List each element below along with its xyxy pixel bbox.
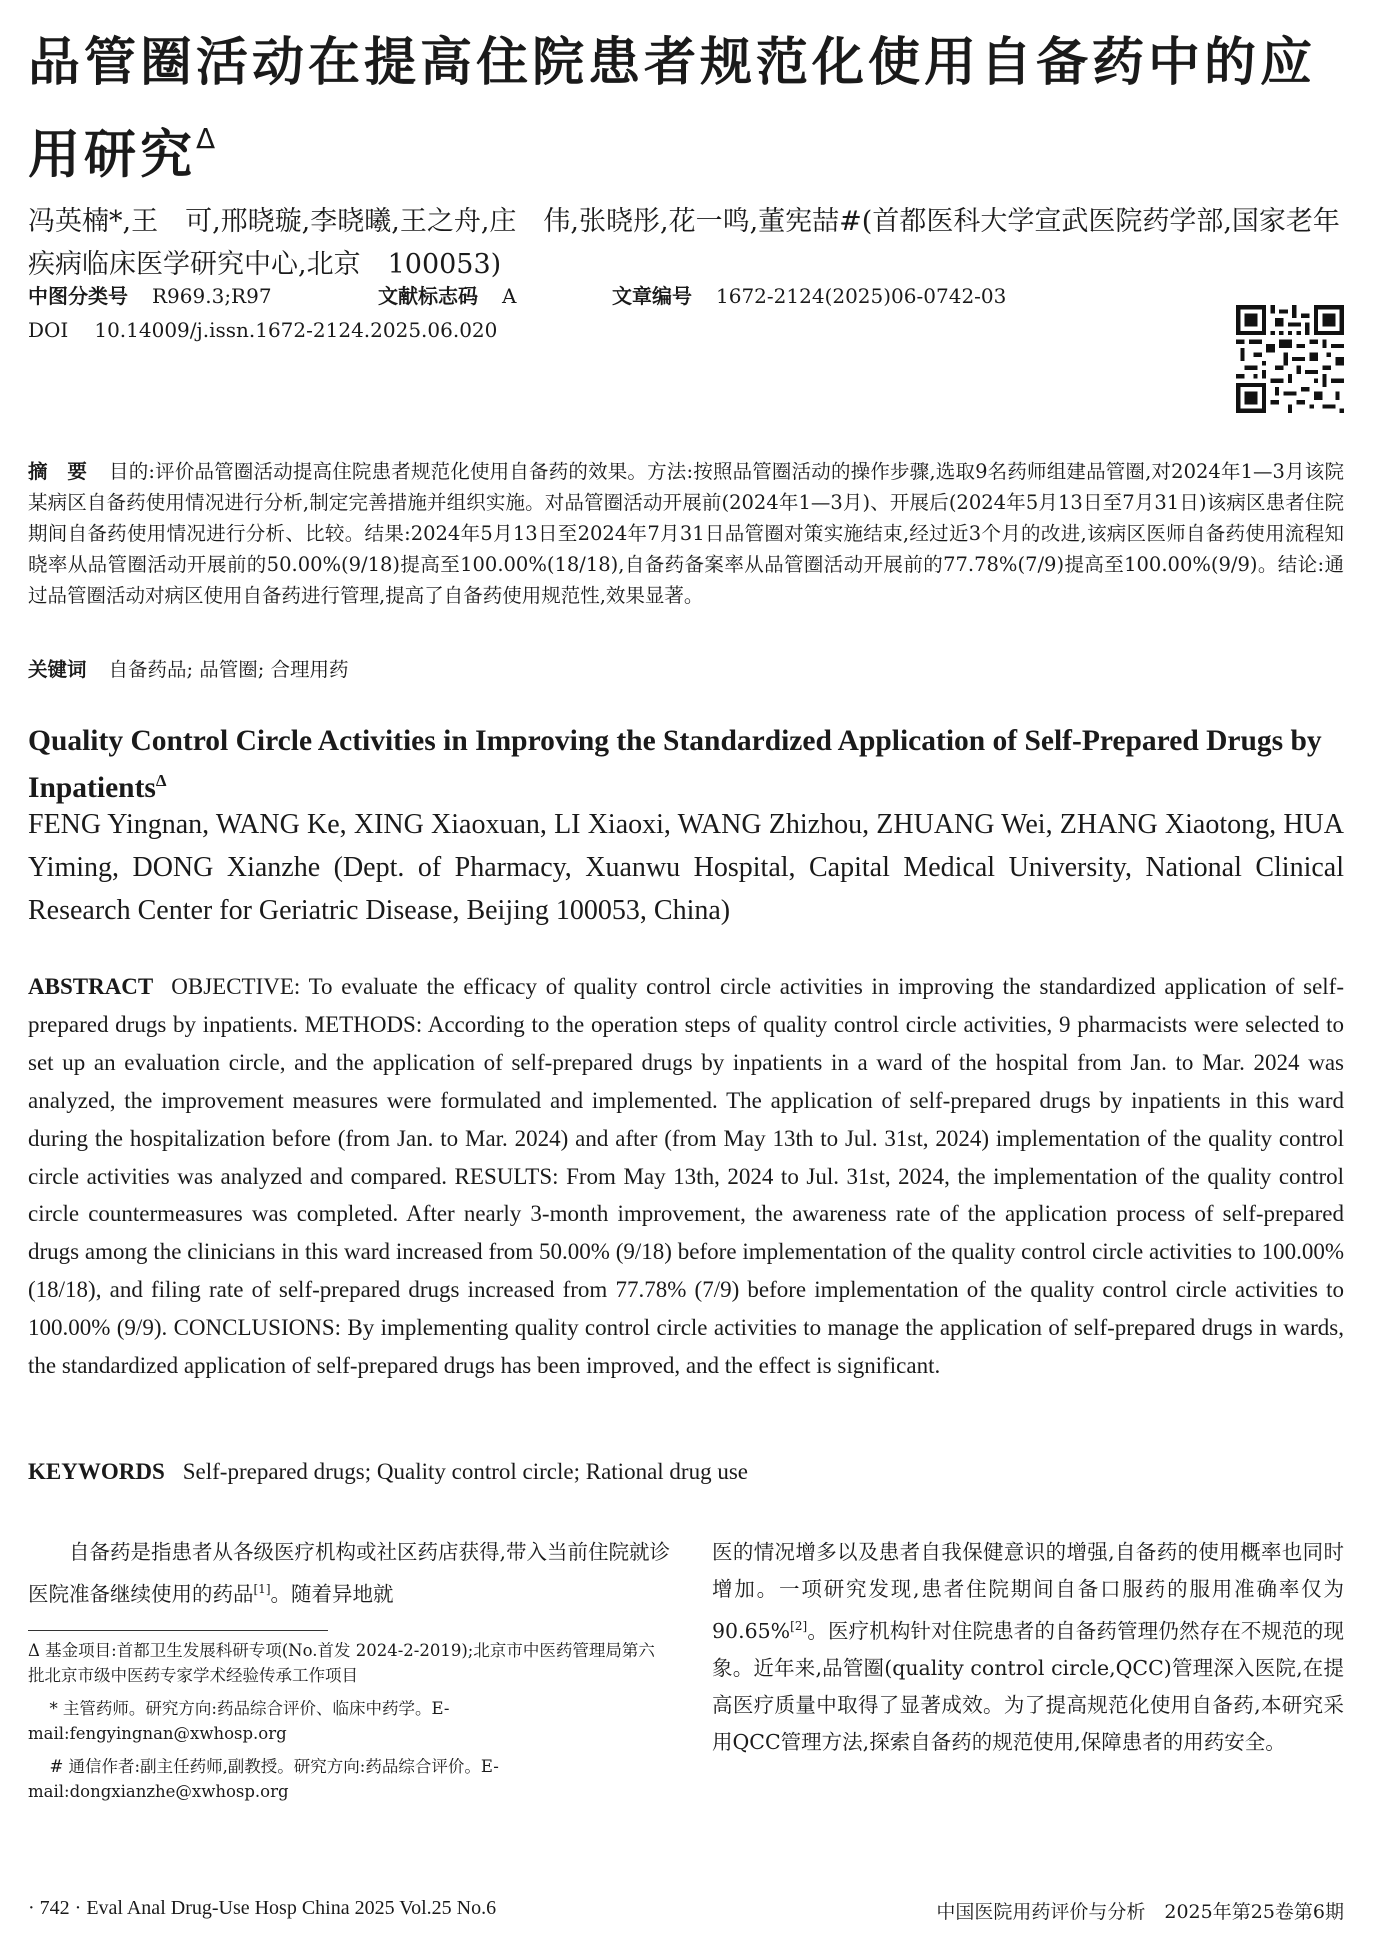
- body-column-right: [712, 1534, 1344, 1761]
- keywords-cn-text: 自备药品; 品管圈; 合理用药: [108, 658, 349, 681]
- footnote-fund: Δ 基金项目:首都卫生发展科研专项(No.首发 2024-2-2019);北京市中医药管理局第六批北京市级中医药专家学术经验传承工作项目: [28, 1641, 655, 1685]
- body-column-left: [28, 1534, 670, 1613]
- body-text: 。随着异地就: [270, 1581, 394, 1606]
- keywords-en-label: KEYWORDS: [28, 1459, 165, 1484]
- clc-number: [28, 280, 272, 309]
- footnotes: [28, 1638, 670, 1812]
- article-number-label: 文章编号: [612, 284, 692, 308]
- fund-mark-en: Δ: [155, 771, 167, 790]
- qr-code-icon[interactable]: [1236, 305, 1344, 413]
- document-code: [378, 280, 516, 309]
- fund-mark: Δ: [196, 122, 216, 155]
- document-code-label: 文献标志码: [378, 284, 478, 308]
- abstract-cn-text: 目的:评价品管圈活动提高住院患者规范化使用自备药的效果。方法:按照品管圈活动的操作步骤,选取9名药师组建品管圈,对2024年1—3月该院某病区自备药使用情况进行分析,制定完善措施并组织实施。对品管圈活动开展前(2024年1—3月)、开展后(2024年5月13日至7月31日)该病区患者住院期间自备药使用情况进行分析、比较。结果:2024年5月13日至2024年7月31日品管圈对策实施结束,经过近3个月的改进,该病区医师自备药使用流程知晓率从品管圈活动开展前的50.00%(9/18)提高至100.00%(18/18),自备药备案率从品管圈活动开展前的77.78%(7/9)提高至100.00%(9/9)。结论:通过品管圈活动对病区使用自备药进行管理,提高了自备药使用规范性,效果显著。: [28, 460, 1344, 607]
- article-title: [28, 22, 1348, 196]
- footnote-divider: [28, 1630, 328, 1631]
- clc-label: 中图分类号: [28, 284, 128, 308]
- footnote-first-author: * 主管药师。研究方向:药品综合评价、临床中药学。E-mail:fengyingnan@xwhosp.org: [28, 1699, 450, 1743]
- doi: [28, 318, 497, 342]
- article-number: [612, 280, 1006, 309]
- article-title-en-text: Quality Control Circle Activities in Improving the Standardized Application of Self-Prepared Drugs by Inpatients: [28, 725, 1322, 804]
- abstract-cn-label: 摘 要: [28, 460, 88, 483]
- doi-label: DOI: [28, 318, 69, 342]
- document-code-value: A: [502, 284, 517, 308]
- doi-value: 10.14009/j.issn.1672-2124.2025.06.020: [94, 318, 498, 342]
- body-text: 自备药是指患者从各级医疗机构或社区药店获得,带入当前住院就诊医院准备继续使用的药品: [28, 1540, 671, 1606]
- citation-link[interactable]: [1]: [253, 1582, 271, 1596]
- body-paragraph: [28, 1534, 670, 1613]
- article-number-value: 1672-2124(2025)06-0742-03: [716, 284, 1007, 308]
- article-title-en: [28, 722, 1344, 808]
- author-list-cn: 冯英楠*,王 可,邢晓璇,李晓曦,王之舟,庄 伟,张晓彤,花一鸣,董宪喆#(首都医科大学宣武医院药学部,国家老年疾病临床医学研究中心,北京 100053): [28, 206, 1340, 280]
- abstract-en: [28, 968, 1344, 1385]
- citation-link[interactable]: [2]: [790, 1619, 808, 1633]
- page-footer-left: · 742 · Eval Anal Drug-Use Hosp China 2025 Vol.25 No.6: [28, 1897, 497, 1919]
- body-text: 医的情况增多以及患者自我保健意识的增强,自备药的使用概率也同时增加。一项研究发现,患者住院期间自备口服药的服用准确率仅为90.65%: [712, 1540, 1344, 1643]
- article-title-text: 品管圈活动在提高住院患者规范化使用自备药中的应用研究: [28, 33, 1317, 186]
- keywords-en: [28, 1459, 748, 1485]
- footnote-corresponding-author: # 通信作者:副主任药师,副教授。研究方向:药品综合评价。E-mail:dongxianzhe@xwhosp.org: [28, 1757, 499, 1801]
- keywords-cn-label: 关键词: [28, 658, 87, 681]
- keywords-cn: [28, 654, 349, 682]
- author-list-en: FENG Yingnan, WANG Ke, XING Xiaoxuan, LI Xiaoxi, WANG Zhizhou, ZHUANG Wei, ZHANG Xiaotong, HUA Yiming, DONG Xianzhe (Dept. of Pharmacy, Xuanwu Hospital, Capital Medical University, National Clinical Research Center for Geriatric Disease, Beijing 100053, China): [28, 809, 1344, 926]
- body-paragraph: [712, 1534, 1344, 1761]
- abstract-en-text: OBJECTIVE: To evaluate the efficacy of quality control circle activities in improving the standardized application of self-prepared drugs by inpatients. METHODS: According to the operation steps of quality control circle activities, 9 pharmacists were selected to set up an evaluation circle, and the application of self-prepared drugs by inpatients in a ward of the hospital from Jan. to Mar. 2024 was analyzed, the improvement measures were formulated and implemented. The application of self-prepared drugs by inpatients in this ward during the hospitalization before (from Jan. to Mar. 2024) and after (from May 13th to Jul. 31st, 2024) implementation of the quality control circle activities was analyzed and compared. RESULTS: From May 13th, 2024 to Jul. 31st, 2024, the implementation of the quality control circle countermeasures was completed. After nearly 3-month improvement, the awareness rate of the application process of self-prepared drugs among the clinicians in this ward increased from 50.00% (9/18) before implementation of the quality control circle activities to 100.00% (18/18), and filing rate of self-prepared drugs increased from 77.78% (7/9) before implementation of the quality control circle activities to 100.00% (9/9). CONCLUSIONS: By implementing quality control circle activities to manage the application of self-prepared drugs in wards, the standardized application of self-prepared drugs has been improved, and the effect is significant.: [28, 974, 1344, 1379]
- body-text: 。医疗机构针对住院患者的自备药管理仍然存在不规范的现象。近年来,品管圈(quality control circle,QCC)管理深入医院,在提高医疗质量中取得了显著成效。为了提高规范化使用自备药,本研究采用QCC管理方法,探索自备药的规范使用,保障患者的用药安全。: [712, 1618, 1344, 1754]
- clc-value: R969.3;R97: [152, 284, 272, 308]
- abstract-cn: [28, 456, 1344, 611]
- page-footer-right: 中国医院用药评价与分析 2025年第25卷第6期: [936, 1901, 1344, 1923]
- keywords-en-text: Self-prepared drugs; Quality control circle; Rational drug use: [182, 1459, 748, 1484]
- abstract-en-label: ABSTRACT: [28, 974, 154, 999]
